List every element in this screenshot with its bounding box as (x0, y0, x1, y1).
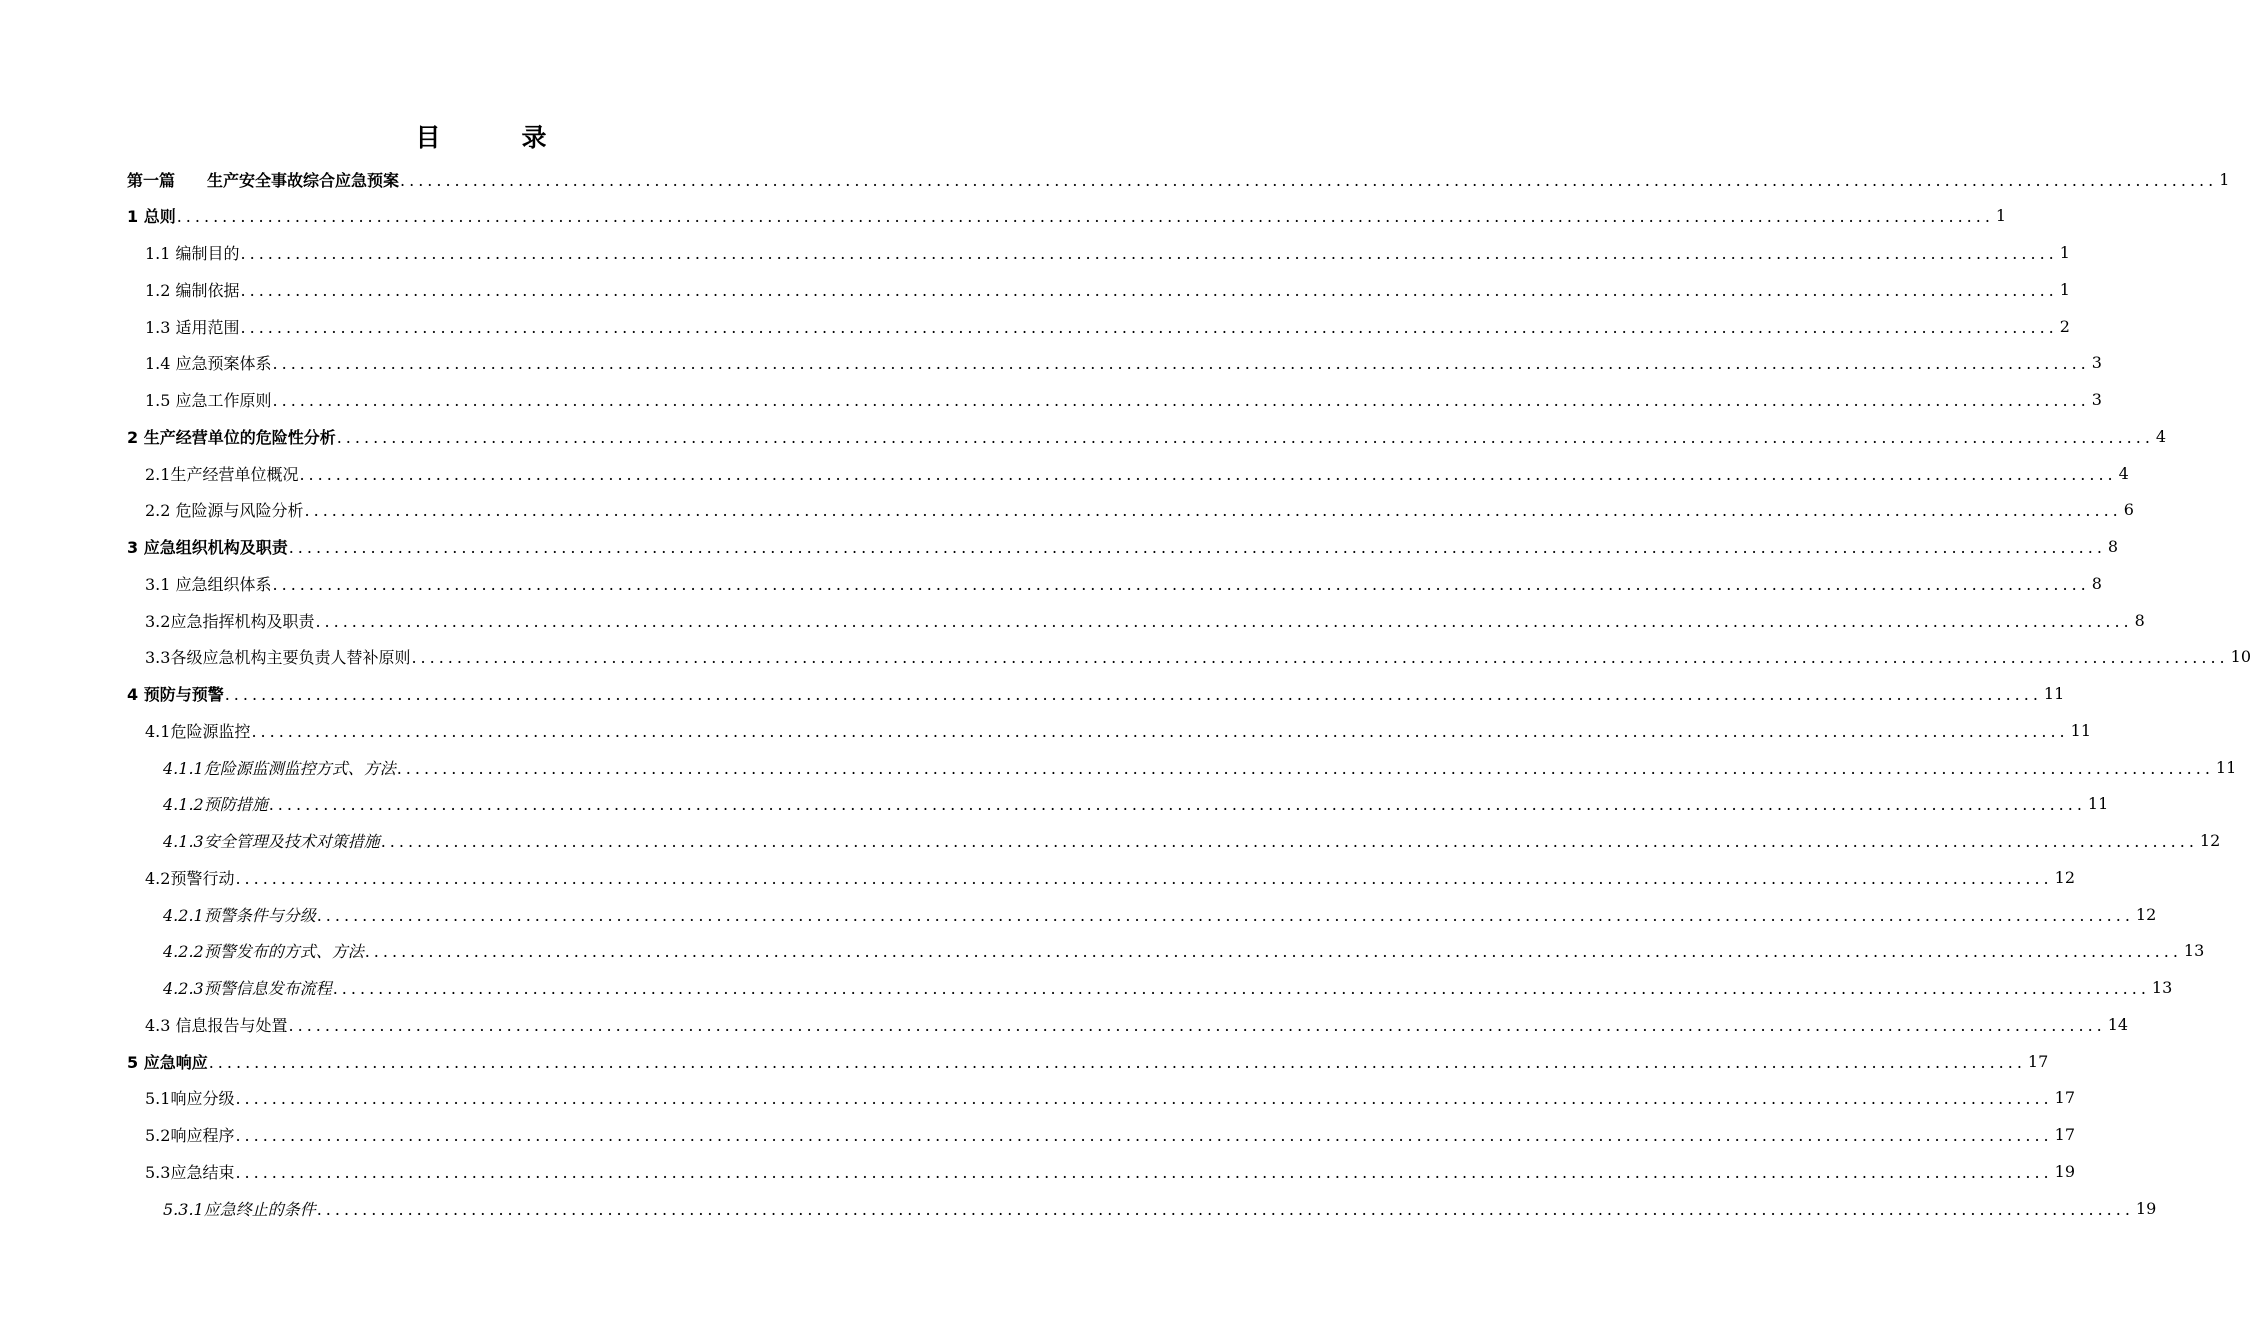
toc-dot-leader: ........................................................................................................................................................................................................ (315, 611, 2133, 631)
toc-entry[interactable] (145, 382, 2102, 418)
toc-entry-label: 1.3 适用范围 (145, 317, 240, 337)
toc-dot-leader: ........................................................................................................................................................................................................ (224, 685, 2042, 704)
toc-entry-label: 4.1.3安全管理及技术对策措施 (163, 832, 380, 851)
toc-entry[interactable] (145, 345, 2102, 381)
toc-entry-page-number: 13 (2151, 978, 2173, 997)
toc-entry[interactable] (163, 786, 2109, 822)
toc-entry[interactable] (127, 198, 2007, 234)
toc-entry-label: 1.5 应急工作原则 (145, 391, 272, 410)
toc-entry-page-number: 4 (2118, 463, 2129, 483)
toc-entry-page-number: 4 (2155, 426, 2167, 446)
toc-entry-page-number: 19 (2054, 1161, 2075, 1181)
toc-entry-label: 4.2.2预警发布的方式、方法 (163, 942, 364, 962)
toc-entry-label: 2.2 危险源与风险分析 (145, 501, 304, 521)
toc-entry-page-number: 10 (2230, 647, 2251, 667)
toc-entry[interactable] (163, 749, 2237, 785)
page-title: 目 录 (415, 123, 575, 152)
toc-entry-page-number: 17 (2027, 1051, 2049, 1071)
toc-entry-page-number: 8 (2134, 610, 2145, 630)
toc-entry[interactable] (145, 492, 2134, 528)
toc-entry-label: 5.1响应分级 (145, 1089, 235, 1109)
toc-dot-leader: ........................................................................................................................................................................................................ (240, 280, 2058, 300)
toc-dot-leader: ........................................................................................................................................................................................................ (240, 317, 2058, 337)
toc-dot-leader: ........................................................................................................................................................................................................ (251, 721, 2069, 741)
toc-entry[interactable] (127, 418, 2167, 454)
toc-dot-leader: ........................................................................................................................................................................................................ (235, 1162, 2053, 1182)
toc-dot-leader: ........................................................................................................................................................................................................ (176, 207, 1994, 227)
toc-dot-leader: ........................................................................................................................................................................................................ (272, 574, 2090, 594)
toc-dot-leader: ........................................................................................................................................................................................................ (332, 979, 2150, 998)
toc-entry[interactable] (163, 933, 2205, 969)
toc-entry-page-number: 1 (2059, 243, 2070, 262)
toc-entry-page-number: 12 (2054, 867, 2075, 887)
toc-entry-page-number: 17 (2054, 1088, 2075, 1108)
toc-entry[interactable] (145, 271, 2070, 307)
toc-entry-page-number: 6 (2123, 500, 2134, 520)
toc-entry-label: 3.3各级应急机构主要负责人替补原则 (145, 648, 411, 668)
toc-entry[interactable] (145, 1153, 2075, 1189)
toc-entry-label: 3.2应急指挥机构及职责 (145, 611, 315, 631)
toc-dot-leader: ........................................................................................................................................................................................................ (272, 354, 2090, 374)
toc-entry-label: 5.3.1应急终止的条件 (163, 1199, 316, 1219)
toc-entry-label: 4 预防与预警 (127, 685, 224, 704)
toc-entry-label: 4.3 信息报告与处置 (145, 1015, 288, 1035)
toc-entry-page-number: 8 (2107, 537, 2119, 556)
toc-entry-label: 3 应急组织机构及职责 (127, 538, 288, 557)
toc-dot-leader: ........................................................................................................................................................................................................ (208, 1052, 2026, 1072)
toc-entry[interactable] (163, 823, 2221, 859)
toc-dot-leader: ........................................................................................................................................................................................................ (299, 464, 2117, 484)
toc-entry[interactable] (145, 602, 2145, 638)
toc-entry-page-number: 11 (2215, 757, 2237, 777)
toc-entry[interactable] (145, 1080, 2075, 1116)
toc-dot-leader: ........................................................................................................................................................................................................ (288, 538, 2106, 557)
toc-entry[interactable] (145, 1117, 2075, 1153)
toc-dot-leader: ........................................................................................................................................................................................................ (364, 942, 2182, 962)
toc-entry-label: 4.2.3预警信息发布流程 (163, 979, 332, 998)
toc-entry-page-number: 13 (2183, 941, 2205, 961)
toc-entry-page-number: 8 (2091, 573, 2102, 593)
toc-dot-leader: ........................................................................................................................................................................................................ (235, 1126, 2053, 1145)
toc-entry-label: 4.1危险源监控 (145, 721, 251, 741)
toc-entry-label: 5.3应急结束 (145, 1162, 235, 1182)
toc-entry[interactable] (127, 1043, 2049, 1079)
toc-entry-label: 2 生产经营单位的危险性分析 (127, 427, 336, 447)
toc-entry-page-number: 19 (2135, 1198, 2157, 1218)
toc-dot-leader: ........................................................................................................................................................................................................ (272, 391, 2090, 410)
toc-entry[interactable] (145, 565, 2102, 601)
toc-entry-page-number: 11 (2087, 794, 2109, 814)
toc-entry-label: 第一篇 生产安全事故综合应急预案 (127, 170, 400, 190)
toc-entry-page-number: 14 (2107, 1014, 2129, 1034)
toc-dot-leader: ........................................................................................................................................................................................................ (380, 832, 2198, 851)
toc-entry-label: 1 总则 (127, 207, 176, 227)
toc-entry-page-number: 1 (2219, 169, 2230, 189)
toc-dot-leader: ........................................................................................................................................................................................................ (400, 170, 2218, 190)
toc-entry-page-number: 12 (2135, 904, 2157, 924)
toc-dot-leader: ........................................................................................................................................................................................................ (336, 427, 2154, 447)
toc-entry-label: 5.2响应程序 (145, 1126, 235, 1145)
toc-entry-page-number: 3 (2091, 353, 2102, 373)
toc-entry-label: 1.4 应急预案体系 (145, 354, 272, 374)
toc-dot-leader: ........................................................................................................................................................................................................ (288, 1015, 2106, 1035)
toc-entry-page-number: 2 (2059, 316, 2070, 336)
toc-entry[interactable] (127, 161, 2230, 197)
toc-dot-leader: ........................................................................................................................................................................................................ (240, 244, 2058, 263)
toc-entry-label: 5 应急响应 (127, 1052, 208, 1072)
toc-entry-page-number: 17 (2054, 1125, 2075, 1144)
toc-entry-label: 4.2预警行动 (145, 868, 235, 888)
toc-entry-label: 4.1.2预防措施 (163, 795, 268, 815)
toc-entry[interactable] (145, 308, 2070, 344)
toc-entry-label: 1.2 编制依据 (145, 280, 240, 300)
toc-entry[interactable] (127, 529, 2119, 565)
toc-entry-label: 3.1 应急组织体系 (145, 574, 272, 594)
toc-entry-label: 1.1 编制目的 (145, 244, 240, 263)
toc-dot-leader: ........................................................................................................................................................................................................ (268, 795, 2086, 815)
toc-dot-leader: ........................................................................................................................................................................................................ (235, 1089, 2053, 1109)
toc-entry-page-number: 1 (2059, 279, 2070, 299)
toc-entry[interactable] (145, 455, 2129, 491)
toc-entry[interactable] (127, 676, 2065, 712)
toc-entry-page-number: 11 (2043, 684, 2065, 703)
toc-entry-page-number: 12 (2199, 831, 2221, 850)
toc-dot-leader: ........................................................................................................................................................................................................ (396, 758, 2214, 778)
toc-entry[interactable] (145, 1006, 2129, 1042)
toc-entry-label: 4.2.1预警条件与分级 (163, 905, 316, 925)
toc-entry[interactable] (145, 639, 2251, 675)
toc-entry[interactable] (163, 970, 2173, 1006)
toc-entry-label: 4.1.1危险源监测监控方式、方法 (163, 758, 396, 778)
toc-entry-page-number: 1 (1995, 206, 2007, 226)
toc-dot-leader: ........................................................................................................................................................................................................ (411, 648, 2229, 668)
toc-entry[interactable] (145, 235, 2070, 271)
toc-dot-leader: ........................................................................................................................................................................................................ (304, 501, 2122, 521)
toc-entry-page-number: 11 (2070, 720, 2091, 740)
toc-entry[interactable] (145, 859, 2075, 895)
toc-dot-leader: ........................................................................................................................................................................................................ (235, 868, 2053, 888)
toc-entry-page-number: 3 (2091, 390, 2102, 409)
toc-dot-leader: ........................................................................................................................................................................................................ (316, 1199, 2134, 1219)
toc-entry[interactable] (145, 712, 2091, 748)
toc-entry[interactable] (163, 1190, 2157, 1226)
toc-dot-leader: ........................................................................................................................................................................................................ (316, 905, 2134, 925)
toc-entry[interactable] (163, 896, 2157, 932)
toc-entry-label: 2.1生产经营单位概况 (145, 464, 299, 484)
